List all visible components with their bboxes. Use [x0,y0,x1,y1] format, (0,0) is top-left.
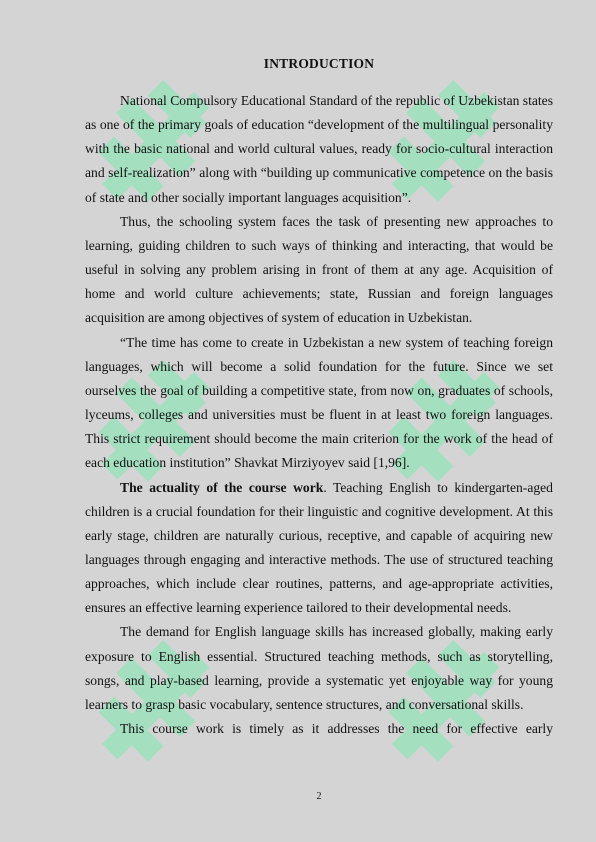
paragraph [85,331,553,476]
paragraph-text: “The time has come to create in Uzbekistan a new system of teaching foreign languages, which will become a solid foundation for the future. Since we set ourselves the goal of building a competitive state, from now on, graduates of schools, lyceums, colleges and universities must be fluent in at least two foreign languages. This strict requirement should become the main criterion for the work of the head of each education institution” Shavkat Mirziyoyev said [1,96]. [85,334,553,471]
paragraph-text: National Compulsory Educational Standard of the republic of Uzbekistan states as one of the primary goals of education “development of the multilingual personality with the basic national and world cultural values, ready for socio-cultural interaction and self-realization” along with “building up communicative competence on the basis of state and other socially important languages acquisition”. [85,93,554,205]
paragraph-text: The demand for English language skills has increased globally, making early exposure to English essential. Structured teaching methods, such as storytelling, songs, and play-based learning, provide a systematic yet enjoyable way for young learners to grasp basic vocabulary, sentence structures, and conversational skills. [85,624,553,712]
paragraph [85,717,553,741]
paragraph [85,476,553,621]
paragraph-lead-bold: The actuality of the course work [120,479,324,495]
paragraph-text: . Teaching English to kindergarten-aged children is a crucial foundation for their linguistic and cognitive development. At this early stage, children are naturally curious, receptive, and capable of acquiring new languages through engaging and interactive methods. The use of structured teaching approaches, which include clear routines, patterns, and age-appropriate activities, ensures an effective learning experience tailored to their developmental needs. [85,479,553,616]
paragraph-text: Thus, the schooling system faces the task of presenting new approaches to learning, guiding children to such ways of thinking and interacting, that would be useful in solving any problem arising in front of them at any age. Acquisition of home and world culture achievements; state, Russian and foreign languages acquisition are among objectives of system of education in Uzbekistan. [85,213,553,326]
page-number: 2 [316,791,322,802]
paragraph [85,620,553,717]
section-title: INTRODUCTION [263,56,375,71]
paragraph [85,210,553,331]
body-text [85,89,553,741]
paragraph-text: This course work is timely as it addresses the need for effective early [120,721,553,737]
paragraph [85,89,553,210]
